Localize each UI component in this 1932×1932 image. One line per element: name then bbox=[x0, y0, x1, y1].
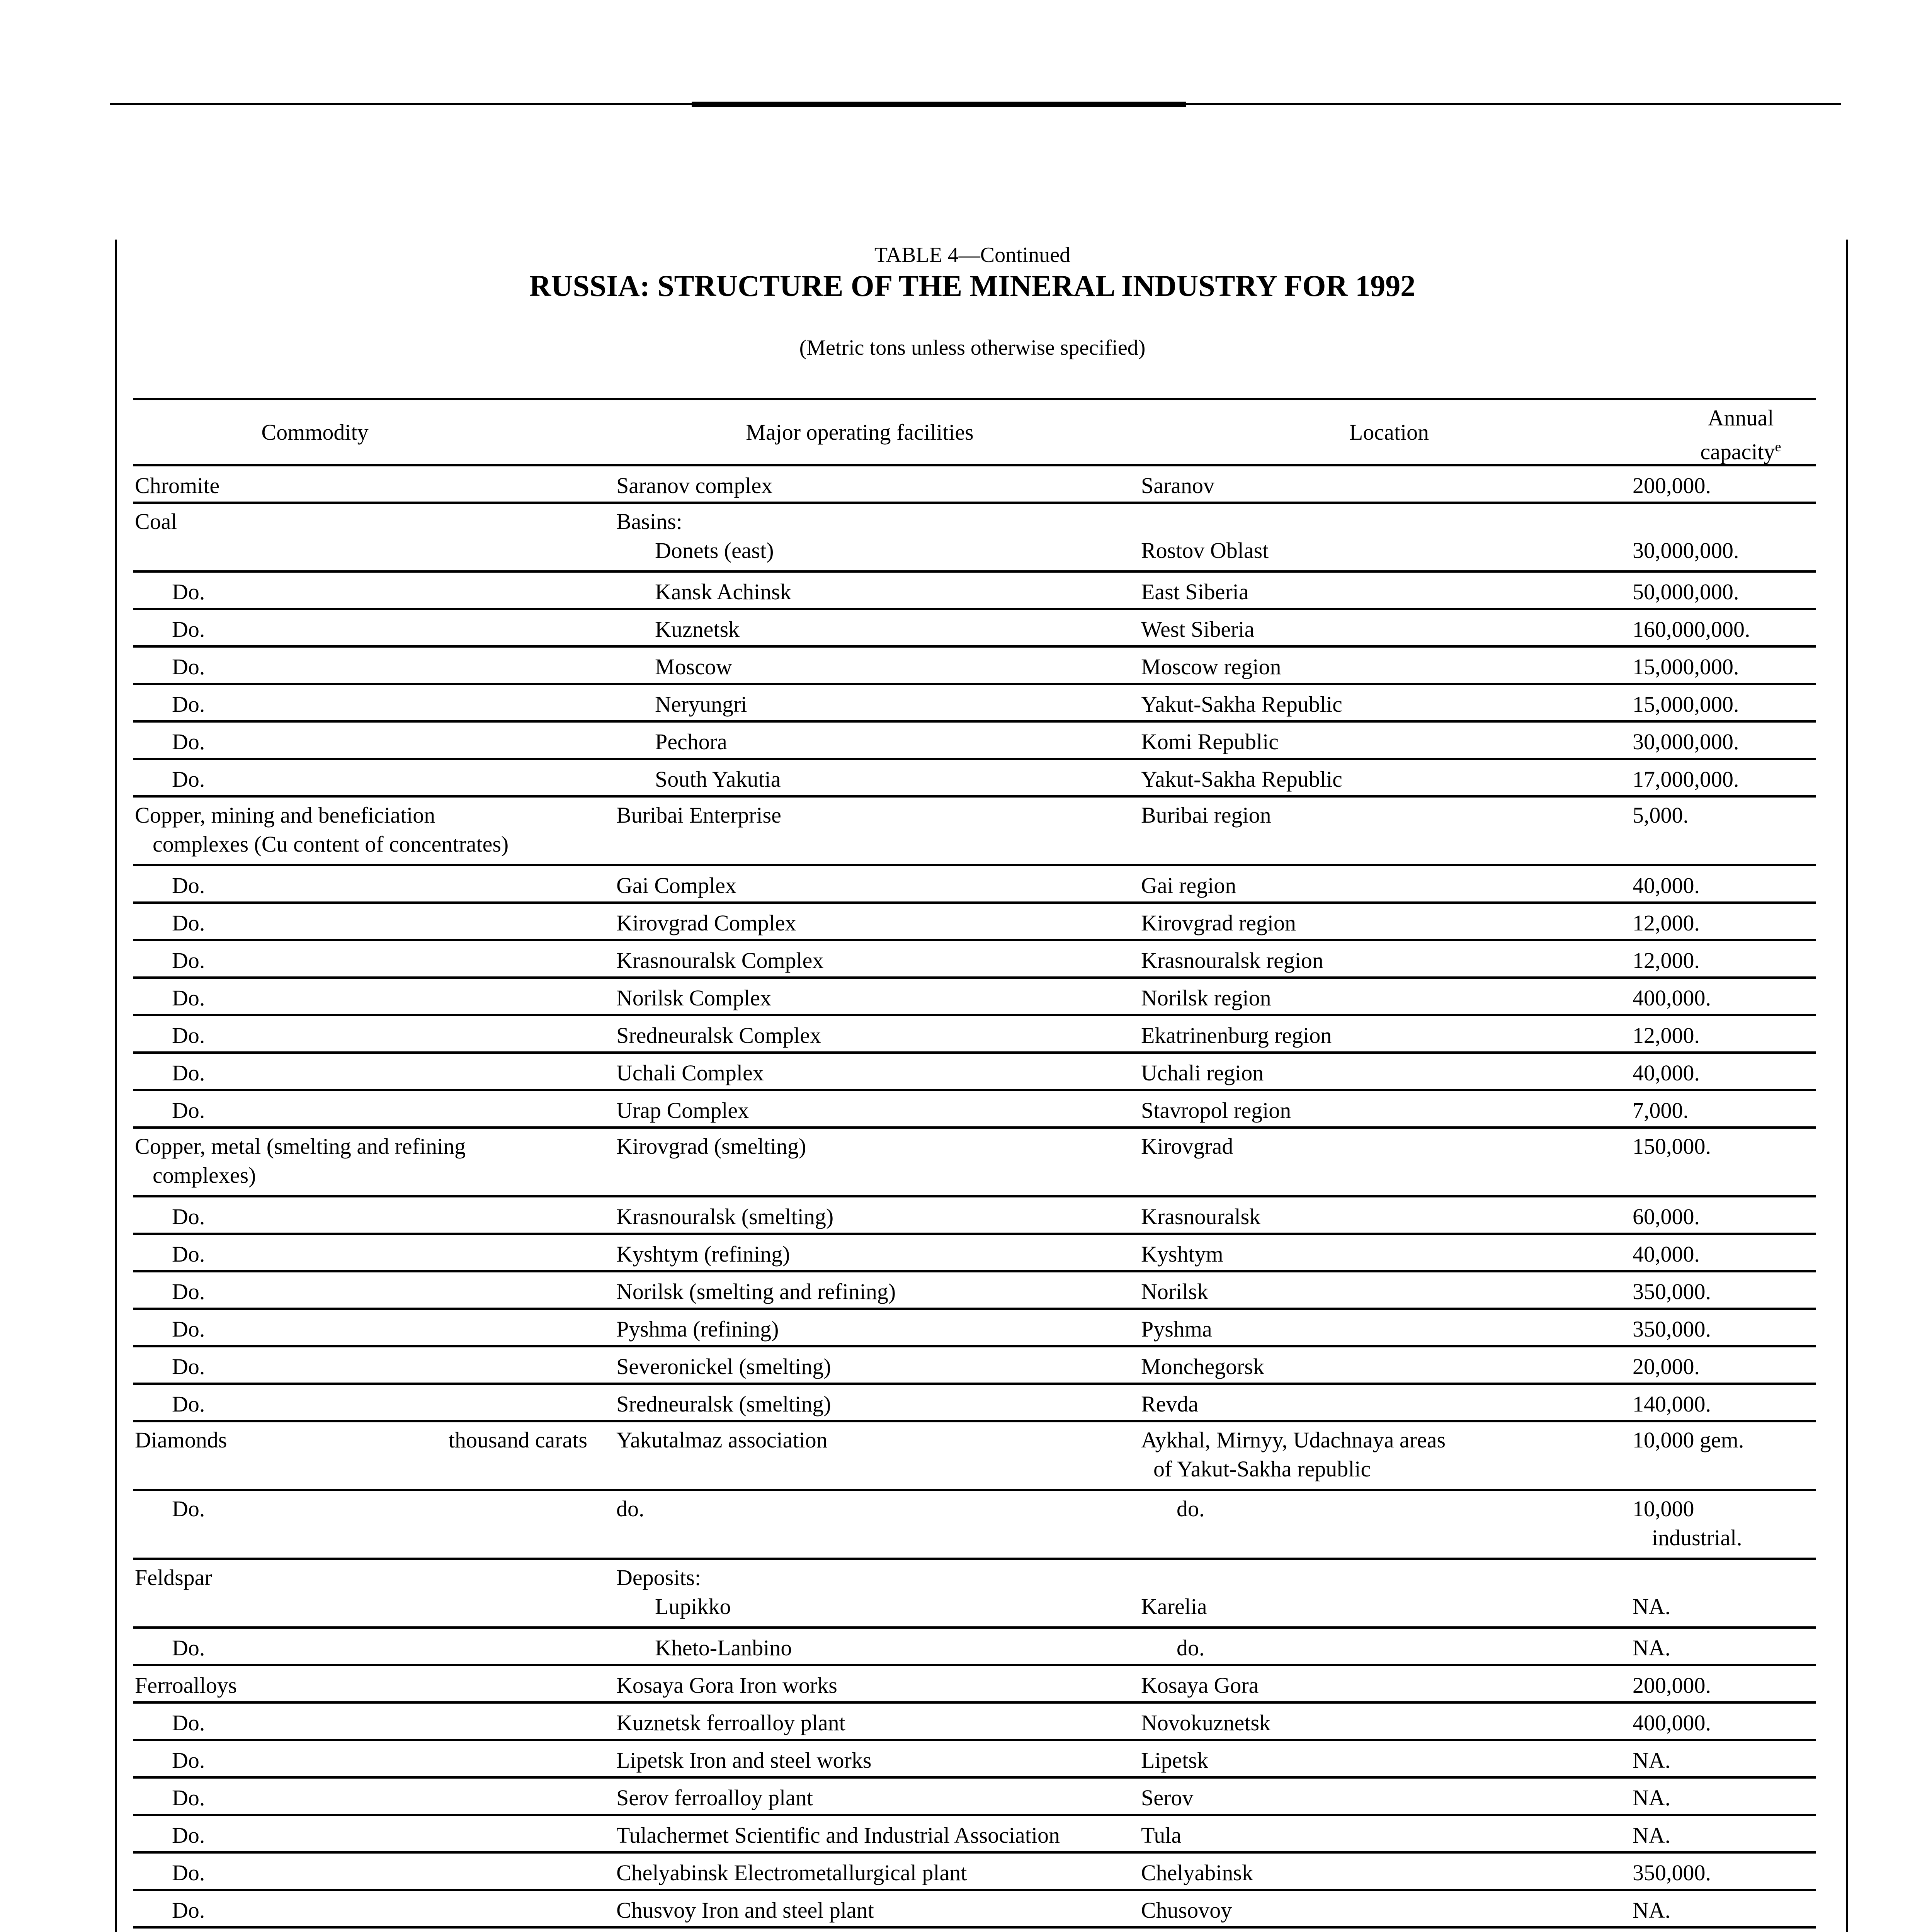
commodity-cell: Copper, mining and beneficiation bbox=[135, 803, 435, 828]
capacity-cell: NA. bbox=[1633, 1635, 1671, 1660]
location-cell: Uchali region bbox=[1141, 1060, 1264, 1085]
capacity-cell: 150,000. bbox=[1633, 1134, 1711, 1159]
location-cell: Chusovoy bbox=[1141, 1898, 1232, 1923]
capacity-header-line1: Annual bbox=[1708, 405, 1774, 430]
commodity-cell-cont: complexes (Cu content of concentrates) bbox=[153, 832, 509, 857]
column-header-facilities: Major operating facilities bbox=[746, 420, 974, 445]
commodity-cell: Do. bbox=[172, 1279, 205, 1304]
commodity-cell: Do. bbox=[172, 1354, 205, 1379]
location-cell: Chelyabinsk bbox=[1141, 1860, 1253, 1885]
location-cell: Karelia bbox=[1141, 1594, 1207, 1619]
table-header-row bbox=[133, 398, 1816, 466]
facility-cell: Kirovgrad (smelting) bbox=[616, 1134, 806, 1159]
table-row bbox=[133, 466, 1816, 504]
capacity-cell: 160,000,000. bbox=[1633, 617, 1750, 642]
capacity-cell: 400,000. bbox=[1633, 1710, 1711, 1735]
table-row bbox=[133, 941, 1816, 979]
location-cell: Komi Republic bbox=[1141, 729, 1279, 754]
location-cell: Krasnouralsk bbox=[1141, 1204, 1261, 1229]
table-row bbox=[133, 504, 1816, 573]
table-row bbox=[133, 1629, 1816, 1666]
facility-cell: Kuznetsk bbox=[655, 617, 740, 642]
table-row bbox=[133, 723, 1816, 760]
location-cell: Yakut-Sakha Republic bbox=[1141, 767, 1342, 792]
facility-cell-cont: Donets (east) bbox=[655, 538, 774, 563]
location-cell: Aykhal, Mirnyy, Udachnaya areas bbox=[1141, 1427, 1446, 1452]
capacity-cell: 10,000 gem. bbox=[1633, 1427, 1744, 1452]
facility-cell: do. bbox=[616, 1496, 645, 1521]
commodity-cell: Feldspar bbox=[135, 1565, 212, 1590]
capacity-cell: NA. bbox=[1633, 1748, 1671, 1773]
location-cell: Moscow region bbox=[1141, 654, 1281, 679]
facility-cell: Kyshtym (refining) bbox=[616, 1242, 790, 1267]
right-margin-rule bbox=[1846, 240, 1848, 1932]
capacity-cell: 60,000. bbox=[1633, 1204, 1700, 1229]
commodity-cell: Ferroalloys bbox=[135, 1673, 237, 1698]
table-row bbox=[133, 1347, 1816, 1385]
capacity-cell: NA. bbox=[1633, 1594, 1671, 1619]
commodity-cell: Do. bbox=[172, 1898, 205, 1923]
table-row bbox=[133, 1779, 1816, 1816]
table-subtitle: (Metric tons unless otherwise specified) bbox=[799, 336, 1146, 360]
facility-cell: Kirovgrad Complex bbox=[616, 910, 796, 935]
table-row bbox=[133, 1235, 1816, 1272]
capacity-cell: 350,000. bbox=[1633, 1279, 1711, 1304]
location-cell: do. bbox=[1177, 1635, 1205, 1660]
facility-cell: Kuznetsk ferroalloy plant bbox=[616, 1710, 845, 1735]
location-cell: Kirovgrad region bbox=[1141, 910, 1296, 935]
capacity-cell: 50,000,000. bbox=[1633, 579, 1739, 604]
location-cell: Revda bbox=[1141, 1391, 1199, 1417]
top-rule-accent bbox=[692, 102, 1186, 107]
commodity-cell: Do. bbox=[172, 948, 205, 973]
facility-cell: Moscow bbox=[655, 654, 732, 679]
table-row bbox=[133, 1272, 1816, 1310]
facility-cell: Buribai Enterprise bbox=[616, 803, 781, 828]
table-row bbox=[133, 760, 1816, 798]
commodity-cell: Do. bbox=[172, 1204, 205, 1229]
column-header-commodity: Commodity bbox=[261, 420, 369, 445]
facility-cell: Pyshma (refining) bbox=[616, 1316, 779, 1342]
location-cell: Serov bbox=[1141, 1785, 1194, 1810]
capacity-cell: 17,000,000. bbox=[1633, 767, 1739, 792]
table-row bbox=[133, 1929, 1816, 1932]
commodity-cell: Do. bbox=[172, 1496, 205, 1521]
commodity-cell: Do. bbox=[172, 617, 205, 642]
facility-cell: Uchali Complex bbox=[616, 1060, 764, 1085]
commodity-cell: Coal bbox=[135, 509, 177, 534]
location-cell: Tula bbox=[1141, 1823, 1182, 1848]
table-row bbox=[133, 1091, 1816, 1129]
commodity-cell: Do. bbox=[172, 1860, 205, 1885]
facility-cell: Pechora bbox=[655, 729, 727, 754]
table-row bbox=[133, 1197, 1816, 1235]
capacity-cell: 140,000. bbox=[1633, 1391, 1711, 1417]
location-cell: Yakut-Sakha Republic bbox=[1141, 692, 1342, 717]
table-row bbox=[133, 1891, 1816, 1929]
capacity-cell: 15,000,000. bbox=[1633, 692, 1739, 717]
table-row bbox=[133, 979, 1816, 1016]
facility-cell: Kansk Achinsk bbox=[655, 579, 791, 604]
table-body bbox=[133, 466, 1816, 1932]
location-cell: Saranov bbox=[1141, 473, 1215, 498]
commodity-cell: Do. bbox=[172, 1823, 205, 1848]
location-cell: Pyshma bbox=[1141, 1316, 1212, 1342]
commodity-cell: Do. bbox=[172, 985, 205, 1010]
commodity-cell: Chromite bbox=[135, 473, 220, 498]
commodity-cell: Do. bbox=[172, 1242, 205, 1267]
capacity-cell: 30,000,000. bbox=[1633, 729, 1739, 754]
commodity-cell: Do. bbox=[172, 1748, 205, 1773]
capacity-cell: 5,000. bbox=[1633, 803, 1689, 828]
location-cell: Kyshtym bbox=[1141, 1242, 1223, 1267]
facility-cell: Tulachermet Scientific and Industrial Association bbox=[616, 1823, 1060, 1848]
commodity-cell: Do. bbox=[172, 1710, 205, 1735]
location-cell: Lipetsk bbox=[1141, 1748, 1208, 1773]
capacity-cell: 40,000. bbox=[1633, 1242, 1700, 1267]
table-row bbox=[133, 573, 1816, 610]
table-row bbox=[133, 1129, 1816, 1197]
commodity-cell: Do. bbox=[172, 767, 205, 792]
table-row bbox=[133, 1816, 1816, 1854]
location-cell: Krasnouralsk region bbox=[1141, 948, 1323, 973]
facility-cell: Sredneuralsk Complex bbox=[616, 1023, 821, 1048]
commodity-cell-cont: complexes) bbox=[153, 1163, 256, 1188]
commodity-cell: Do. bbox=[172, 1635, 205, 1660]
location-cell: Norilsk bbox=[1141, 1279, 1208, 1304]
capacity-cell: 15,000,000. bbox=[1633, 654, 1739, 679]
commodity-cell: Copper, metal (smelting and refining bbox=[135, 1134, 466, 1159]
capacity-cell: 350,000. bbox=[1633, 1316, 1711, 1342]
table-row bbox=[133, 904, 1816, 941]
unit-label: thousand carats bbox=[448, 1427, 587, 1452]
facility-cell: South Yakutia bbox=[655, 767, 781, 792]
table-row bbox=[133, 1560, 1816, 1629]
capacity-cell-cont: industrial. bbox=[1652, 1525, 1742, 1550]
facility-cell: Serov ferroalloy plant bbox=[616, 1785, 813, 1810]
facility-cell: Gai Complex bbox=[616, 873, 736, 898]
location-cell: do. bbox=[1177, 1496, 1205, 1521]
location-cell: East Siberia bbox=[1141, 579, 1249, 604]
facility-cell: Krasnouralsk Complex bbox=[616, 948, 824, 973]
capacity-header-line2: capacity$^e$ bbox=[1700, 439, 1781, 464]
capacity-cell: 30,000,000. bbox=[1633, 538, 1739, 563]
facility-cell: Chelyabinsk Electrometallurgical plant bbox=[616, 1860, 967, 1885]
capacity-cell: NA. bbox=[1633, 1785, 1671, 1810]
table-row bbox=[133, 1491, 1816, 1560]
location-cell: Kirovgrad bbox=[1141, 1134, 1233, 1159]
left-margin-rule bbox=[115, 240, 117, 1932]
commodity-cell: Do. bbox=[172, 1785, 205, 1810]
table-row bbox=[133, 1016, 1816, 1054]
location-cell: Monchegorsk bbox=[1141, 1354, 1264, 1379]
capacity-cell: 12,000. bbox=[1633, 948, 1700, 973]
table-row bbox=[133, 1422, 1816, 1491]
table-row bbox=[133, 685, 1816, 723]
table-row bbox=[133, 866, 1816, 904]
table-number: TABLE 4—Continued bbox=[874, 243, 1071, 267]
location-cell: Rostov Oblast bbox=[1141, 538, 1269, 563]
capacity-cell: 200,000. bbox=[1633, 473, 1711, 498]
column-header-location: Location bbox=[1349, 420, 1429, 445]
table-title: RUSSIA: STRUCTURE OF THE MINERAL INDUSTRY FOR 1992 bbox=[529, 269, 1416, 303]
column-header-capacity bbox=[1660, 403, 1822, 466]
facility-cell: Neryungri bbox=[655, 692, 747, 717]
location-cell: Kosaya Gora bbox=[1141, 1673, 1259, 1698]
facility-cell: Chusvoy Iron and steel plant bbox=[616, 1898, 874, 1923]
commodity-cell: Do. bbox=[172, 692, 205, 717]
commodity-cell: Diamonds bbox=[135, 1427, 227, 1452]
facility-cell: Urap Complex bbox=[616, 1098, 749, 1123]
table-row bbox=[133, 610, 1816, 648]
facility-cell: Norilsk Complex bbox=[616, 985, 772, 1010]
table-row bbox=[133, 1385, 1816, 1422]
table-row bbox=[133, 1666, 1816, 1704]
location-cell: Buribai region bbox=[1141, 803, 1271, 828]
facility-cell: Basins: bbox=[616, 509, 682, 534]
facility-cell: Kosaya Gora Iron works bbox=[616, 1673, 837, 1698]
commodity-cell: Do. bbox=[172, 579, 205, 604]
capacity-cell: 7,000. bbox=[1633, 1098, 1689, 1123]
capacity-cell: 12,000. bbox=[1633, 1023, 1700, 1048]
table-row bbox=[133, 1310, 1816, 1347]
commodity-cell: Do. bbox=[172, 729, 205, 754]
table-row bbox=[133, 1704, 1816, 1741]
table-row bbox=[133, 1054, 1816, 1091]
table-row bbox=[133, 1741, 1816, 1779]
table-row bbox=[133, 1854, 1816, 1891]
commodity-cell: Do. bbox=[172, 1098, 205, 1123]
commodity-cell: Do. bbox=[172, 1391, 205, 1417]
table-row bbox=[133, 798, 1816, 866]
commodity-cell: Do. bbox=[172, 873, 205, 898]
commodity-cell: Do. bbox=[172, 654, 205, 679]
facility-cell: Saranov complex bbox=[616, 473, 773, 498]
location-cell: Ekatrinenburg region bbox=[1141, 1023, 1332, 1048]
capacity-cell: 20,000. bbox=[1633, 1354, 1700, 1379]
table-row bbox=[133, 648, 1816, 685]
capacity-cell: NA. bbox=[1633, 1898, 1671, 1923]
capacity-cell: 40,000. bbox=[1633, 1060, 1700, 1085]
facility-cell: Sredneuralsk (smelting) bbox=[616, 1391, 831, 1417]
location-cell: Gai region bbox=[1141, 873, 1236, 898]
commodity-cell: Do. bbox=[172, 1316, 205, 1342]
facility-cell: Yakutalmaz association bbox=[616, 1427, 828, 1452]
capacity-cell: 350,000. bbox=[1633, 1860, 1711, 1885]
facility-cell: Lipetsk Iron and steel works bbox=[616, 1748, 872, 1773]
location-cell: Novokuznetsk bbox=[1141, 1710, 1271, 1735]
commodity-cell: Do. bbox=[172, 1060, 205, 1085]
capacity-cell: 12,000. bbox=[1633, 910, 1700, 935]
capacity-cell: 400,000. bbox=[1633, 985, 1711, 1010]
location-cell: Stavropol region bbox=[1141, 1098, 1291, 1123]
location-cell: West Siberia bbox=[1141, 617, 1255, 642]
location-cell: Norilsk region bbox=[1141, 985, 1271, 1010]
capacity-cell: NA. bbox=[1633, 1823, 1671, 1848]
facility-cell: Norilsk (smelting and refining) bbox=[616, 1279, 896, 1304]
mineral-industry-table bbox=[133, 398, 1816, 1932]
facility-cell: Deposits: bbox=[616, 1565, 701, 1590]
commodity-cell: Do. bbox=[172, 1023, 205, 1048]
facility-cell: Kheto-Lanbino bbox=[655, 1635, 792, 1660]
capacity-cell: 10,000 bbox=[1633, 1496, 1694, 1521]
facility-cell-cont: Lupikko bbox=[655, 1594, 731, 1619]
facility-cell: Severonickel (smelting) bbox=[616, 1354, 831, 1379]
facility-cell: Krasnouralsk (smelting) bbox=[616, 1204, 834, 1229]
capacity-cell: 40,000. bbox=[1633, 873, 1700, 898]
location-cell-cont: of Yakut-Sakha republic bbox=[1153, 1456, 1371, 1481]
commodity-cell: Do. bbox=[172, 910, 205, 935]
capacity-cell: 200,000. bbox=[1633, 1673, 1711, 1698]
